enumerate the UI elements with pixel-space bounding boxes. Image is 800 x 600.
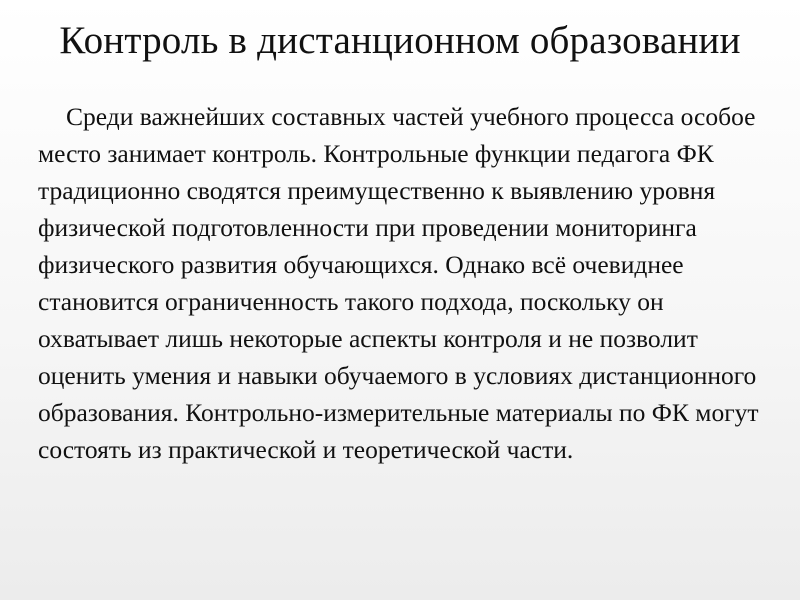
slide-body-text: Среди важнейших составных частей учебного процесса особое место занимает контроль. Контрольные функции педагога ФК традиционно сводятся преимущественно к выявлению уровня физической подготовленности при проведении мониторинга физического развития обучающихся. Однако всё очевиднее становится ограниченность такого подхода, поскольку он охватывает лишь некоторые аспекты контроля и не позволит оценить умения и навыки обучаемого в условиях дистанционного образования. Контрольно-измерительные материалы по ФК могут состоять из практической и теоретической части. <box>38 102 759 464</box>
slide-title: Контроль в дистанционном образовании <box>59 19 741 62</box>
